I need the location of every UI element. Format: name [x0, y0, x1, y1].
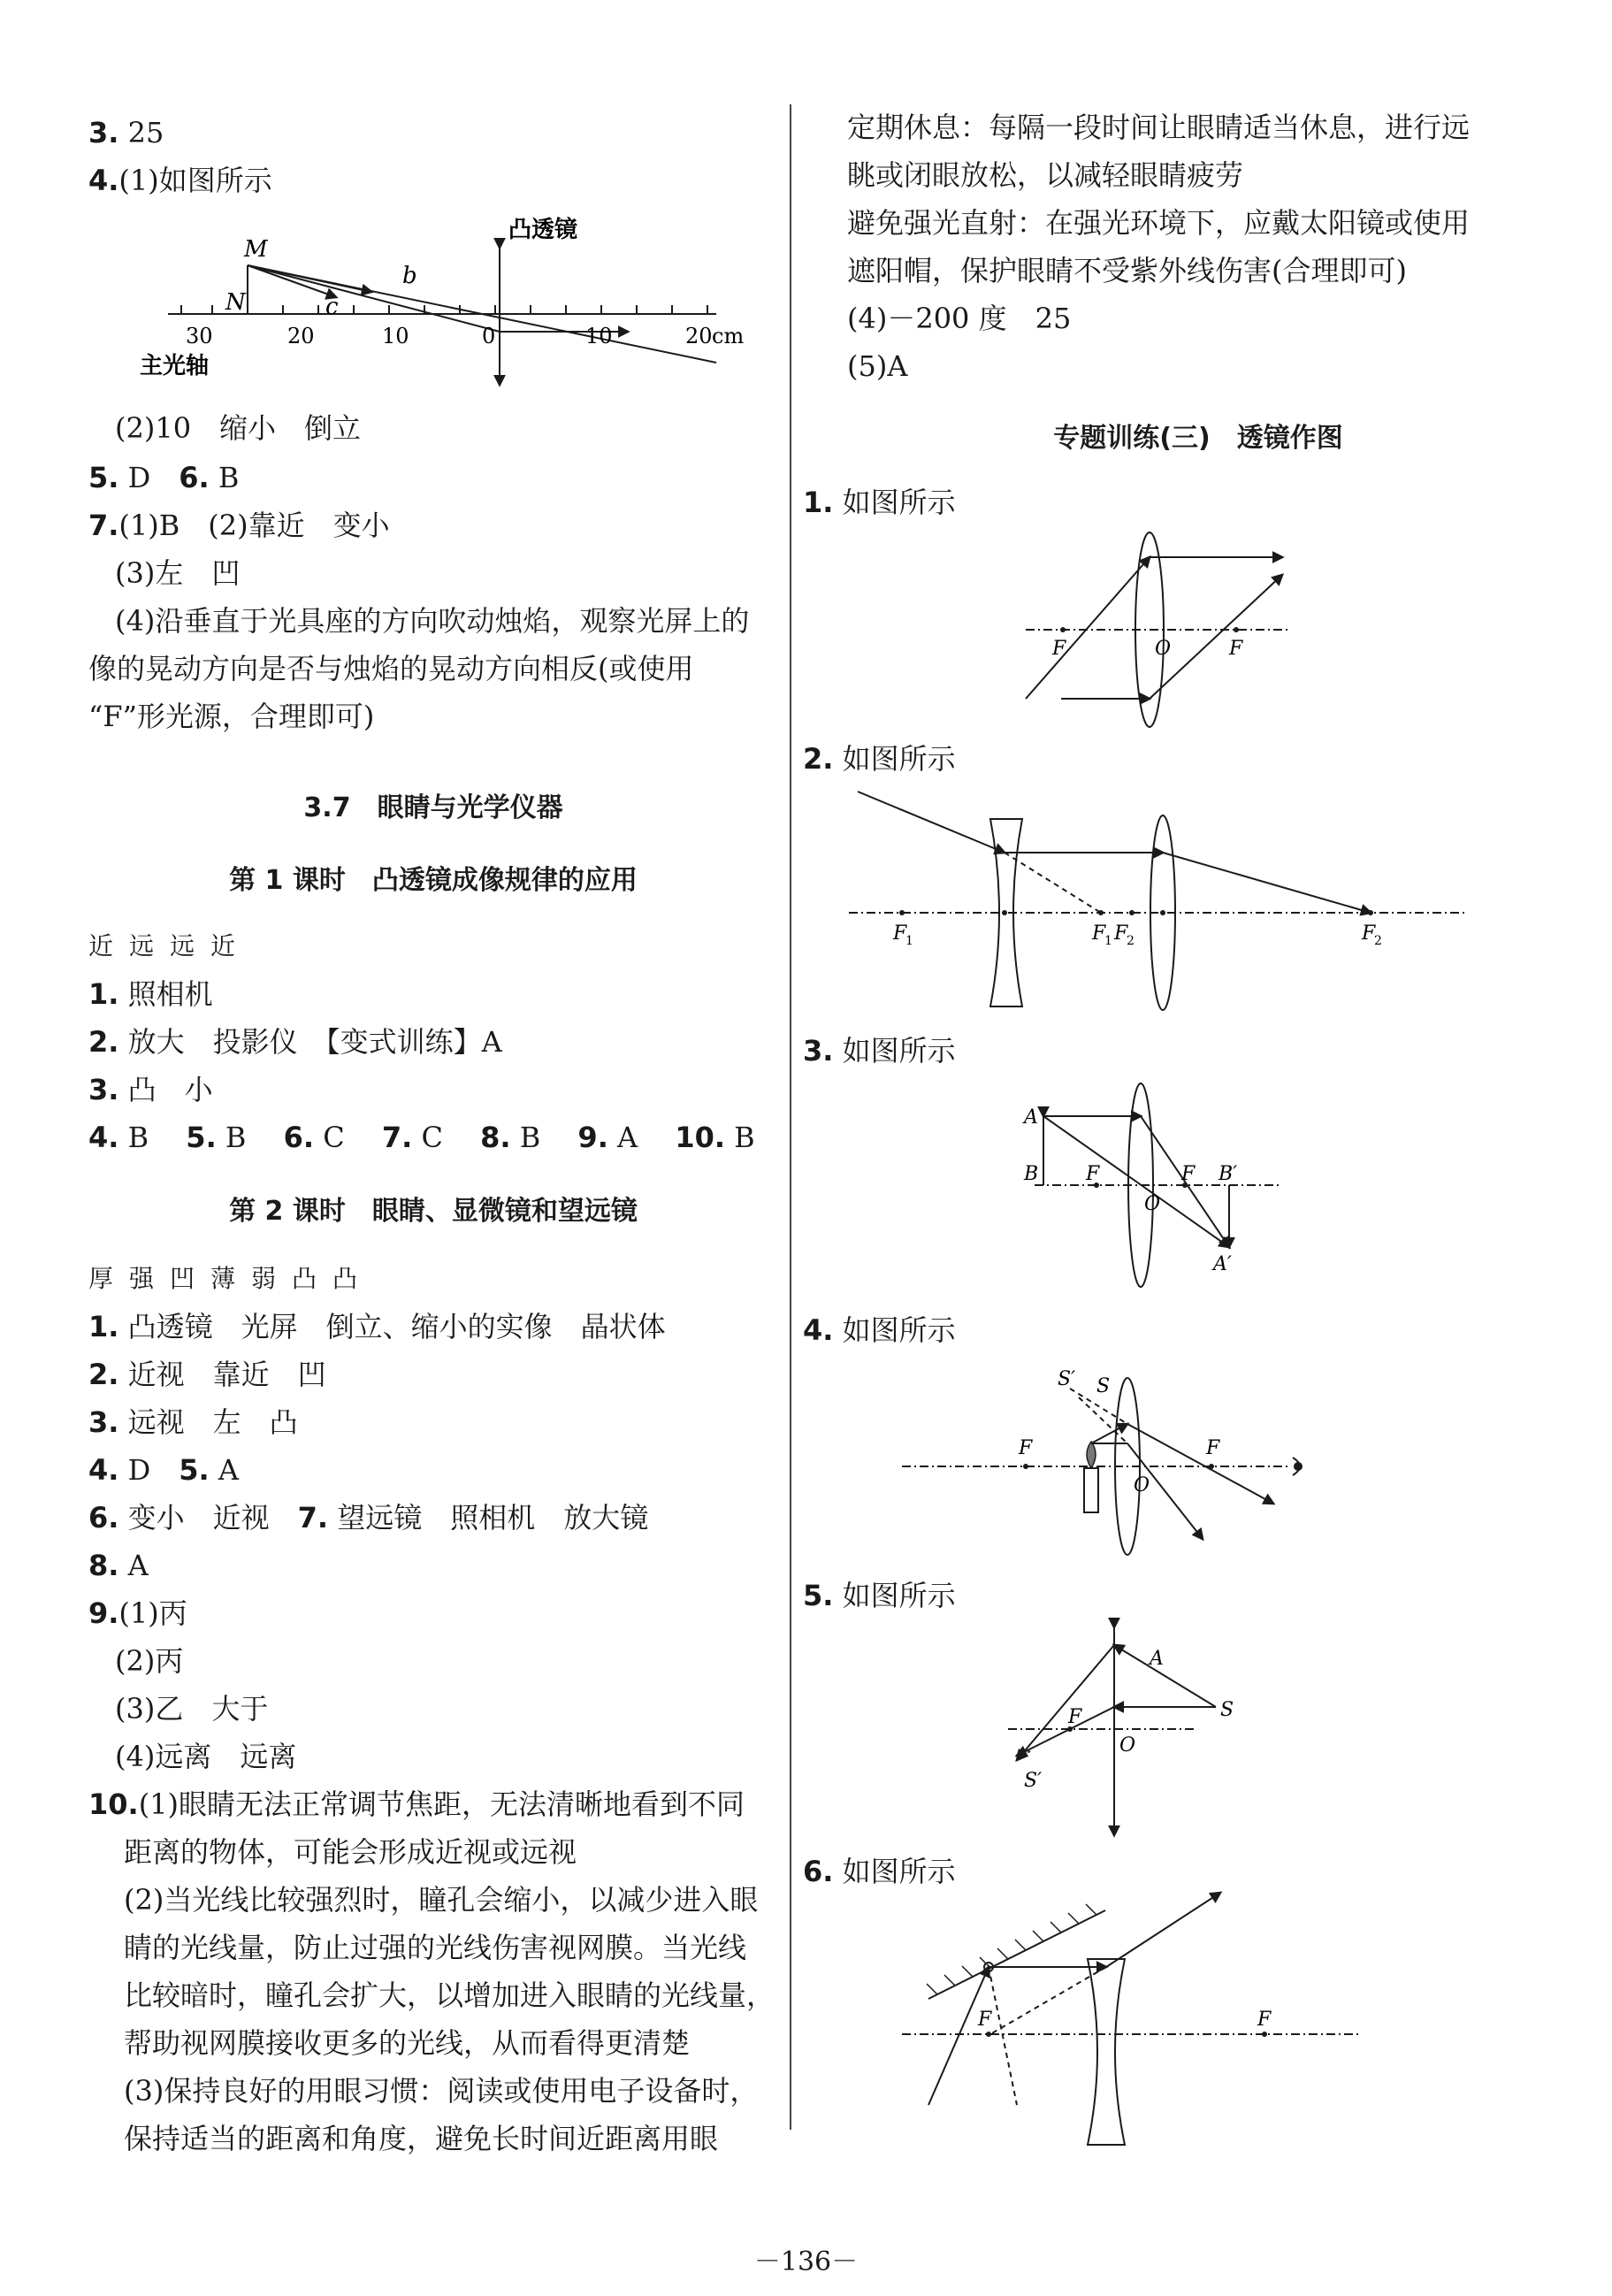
- l2-answer-10: 10.(1)眼睛无法正常调节焦距，无法清晰地看到不同: [88, 1787, 745, 1821]
- unit-cm: cm: [712, 324, 745, 348]
- f6-right: F: [1257, 2009, 1272, 2031]
- l2-answer-10-line8: 保持适当的距离和角度，避免长时间近距离用眼: [124, 2122, 719, 2155]
- tick-30: 30: [186, 324, 213, 348]
- answer-4: 4.(1)如图所示: [88, 164, 272, 197]
- o4-label: O: [1134, 1474, 1150, 1496]
- cont-line5: (4)－200 度 25: [847, 302, 1072, 335]
- figure-3: [1008, 1070, 1291, 1300]
- l2-answer-10-line2: 距离的物体，可能会形成近视或远视: [124, 1835, 577, 1869]
- ray-b: b: [402, 263, 417, 289]
- l2-answer-10-line4: 睛的光线量，防止过强的光线伤害视网膜。当光线: [124, 1931, 747, 1964]
- point-n: N: [225, 289, 246, 316]
- topic-item-4: 4. 如图所示: [803, 1313, 956, 1347]
- f4-right: F: [1206, 1437, 1220, 1459]
- tick-20: 20: [287, 324, 315, 348]
- f1-right: F: [1092, 922, 1106, 945]
- answer-4-2: (2)10 缩小 倒立: [115, 411, 362, 445]
- candle: [1084, 1468, 1098, 1512]
- f1-right-sub: 1: [1104, 934, 1112, 948]
- f2-left: F: [1114, 922, 1128, 945]
- point-a-prime: A′: [1213, 1253, 1232, 1275]
- candle-flame: [1087, 1442, 1096, 1468]
- tick-0: 0: [482, 324, 496, 348]
- point-s: S: [1096, 1375, 1111, 1397]
- f4-left: F: [1019, 1437, 1033, 1459]
- l2-answer-4-5: 4. D 5. A: [88, 1453, 239, 1487]
- lesson2-title: 第 2 课时 眼睛、显微镜和望远镜: [229, 1196, 638, 1227]
- section-title: 3.7 眼睛与光学仪器: [303, 792, 563, 823]
- l2-answer-10-line3: (2)当光线比较强烈时，瞳孔会缩小，以减少进入眼: [124, 1883, 759, 1917]
- topic-title: 专题训练(三) 透镜作图: [1053, 423, 1343, 454]
- l2-answer-10-line5: 比较暗时，瞳孔会扩大，以增加进入眼睛的光线量，: [124, 1978, 775, 2012]
- figure-1: [1026, 522, 1291, 734]
- f3-left: F: [1086, 1163, 1100, 1185]
- figure-4: [902, 1362, 1326, 1557]
- l2-answer-6-7: 6. 变小 近视 7. 望远镜 照相机 放大镜: [88, 1501, 649, 1534]
- figure-6: [884, 1893, 1379, 2149]
- l1-answer-3: 3. 凸 小: [88, 1073, 213, 1106]
- ray-c: c: [325, 294, 339, 320]
- l1-answers-4-10: 4. B 5. B 6. C 7. C 8. B 9. A 10. B: [88, 1121, 755, 1154]
- topic-item-3: 3. 如图所示: [803, 1034, 956, 1068]
- point-m: M: [244, 236, 268, 263]
- lesson2-fill: 厚强凹薄弱凸凸: [88, 1264, 374, 1293]
- l2-answer-2: 2. 近视 靠近 凹: [88, 1358, 326, 1391]
- o5-label: O: [1119, 1734, 1136, 1756]
- figure-5: [999, 1619, 1264, 1840]
- l2-answer-9-3: (3)乙 大于: [115, 1692, 269, 1726]
- cont-line1: 定期休息：每隔一段时间让眼睛适当休息，进行远: [847, 111, 1471, 144]
- topic-item-6: 6. 如图所示: [803, 1855, 956, 1888]
- axis-label: 主光轴: [140, 353, 210, 379]
- point-a5: A: [1150, 1648, 1164, 1670]
- page-number: －136－: [753, 2246, 859, 2277]
- point-a: A: [1024, 1106, 1038, 1129]
- answer-7: 7.(1)B (2)靠近 变小: [88, 509, 390, 542]
- l2-answer-8: 8. A: [88, 1549, 149, 1582]
- l2-answer-9-4: (4)远离 远离: [115, 1740, 297, 1773]
- point-s5: S: [1220, 1699, 1234, 1721]
- column-divider: [790, 104, 791, 2130]
- l2-answer-9: 9.(1)丙: [88, 1596, 187, 1630]
- figure-2: [840, 778, 1477, 1017]
- f2-left-sub: 2: [1127, 934, 1135, 948]
- f-right: F: [1229, 638, 1243, 660]
- o-label: O: [1155, 638, 1172, 660]
- point-b-prime: B′: [1219, 1163, 1238, 1185]
- cont-line6: (5)A: [847, 349, 908, 383]
- f6-left: F: [978, 2009, 992, 2031]
- topic-item-2: 2. 如图所示: [803, 742, 956, 776]
- point-s5-prime: S′: [1024, 1770, 1043, 1792]
- answer-7-3: (3)左 凹: [115, 556, 241, 590]
- point-s-prime: S′: [1058, 1368, 1076, 1390]
- topic-item-5: 5. 如图所示: [803, 1579, 956, 1612]
- f1-left-sub: 1: [905, 934, 913, 948]
- l2-answer-9-2: (2)丙: [115, 1644, 184, 1678]
- cont-line3: 避免强光直射：在强光环境下，应戴太阳镜或使用: [847, 206, 1471, 240]
- cont-line2: 眺或闭眼放松，以减轻眼睛疲劳: [847, 158, 1244, 192]
- convex-lens-figure: [133, 212, 745, 398]
- f2-right: F: [1362, 922, 1376, 945]
- answer-5-6: 5. D 6. B: [88, 461, 240, 494]
- f3-right: F: [1181, 1163, 1196, 1185]
- f1-left: F: [893, 922, 907, 945]
- f5-label: F: [1068, 1706, 1082, 1728]
- o3-label: O: [1144, 1193, 1161, 1215]
- tick-20r: 20: [685, 324, 713, 348]
- lesson1-title: 第 1 课时 凸透镜成像规律的应用: [229, 865, 638, 896]
- answer-7-4-line1: (4)沿垂直于光具座的方向吹动烛焰，观察光屏上的: [115, 604, 750, 638]
- topic-item-1: 1. 如图所示: [803, 486, 956, 519]
- answer-7-4-line2: 像的晃动方向是否与烛焰的晃动方向相反(或使用: [88, 652, 694, 685]
- lesson1-fill: 近远远近: [88, 931, 252, 960]
- cont-line4: 遮阳帽，保护眼睛不受紫外线伤害(合理即可): [847, 254, 1407, 287]
- tick-10r: 10: [585, 324, 613, 348]
- l2-answer-10-line7: (3)保持良好的用眼习惯：阅读或使用电子设备时，: [124, 2074, 759, 2108]
- answer-7-4-line3: “F”形光源，合理即可): [88, 700, 375, 733]
- answer-3: 3. 25: [88, 116, 164, 149]
- lens-label: 凸透镜: [508, 217, 578, 243]
- point-b: B: [1024, 1163, 1039, 1185]
- l2-answer-1: 1. 凸透镜 光屏 倒立、缩小的实像 晶状体: [88, 1310, 666, 1343]
- f-left: F: [1052, 638, 1066, 660]
- f2-right-sub: 2: [1374, 934, 1382, 948]
- l1-answer-1: 1. 照相机: [88, 977, 213, 1011]
- tick-10: 10: [382, 324, 409, 348]
- l2-answer-3: 3. 远视 左 凸: [88, 1405, 298, 1439]
- l2-answer-10-line6: 帮助视网膜接收更多的光线，从而看得更清楚: [124, 2026, 691, 2060]
- l1-answer-2: 2. 放大 投影仪 【变式训练】A: [88, 1025, 502, 1059]
